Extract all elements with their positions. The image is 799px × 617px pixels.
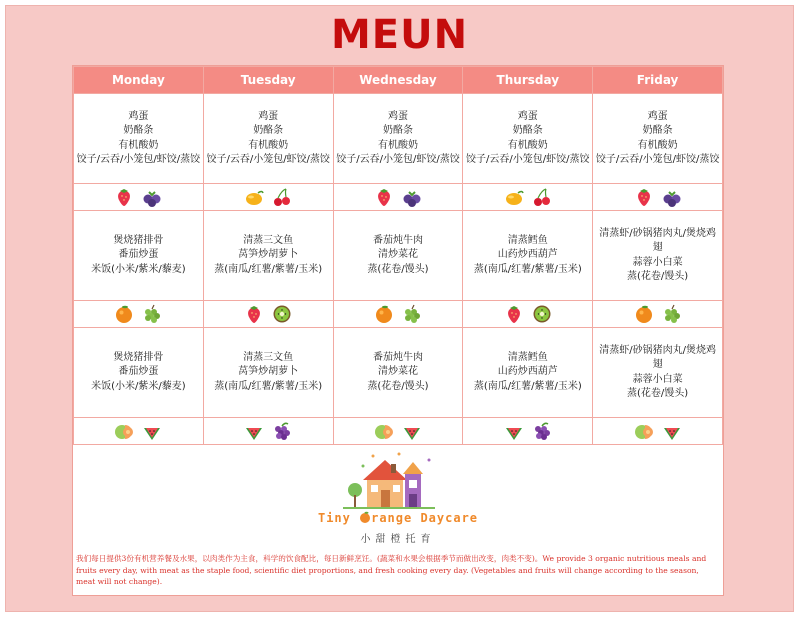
watermelon-icon: [244, 421, 264, 441]
fruit-cell-thursday: [463, 301, 593, 328]
fruit-cell-monday: [74, 418, 204, 445]
dish-line: 奶酪条: [512, 125, 543, 136]
meal-row: [74, 211, 723, 301]
dish-line: 山药炒西葫芦: [497, 366, 558, 378]
dish-line: 饺子/云吞/小笼包/虾饺/蒸饺: [336, 154, 460, 165]
dish-line: 饺子/云吞/小笼包/虾饺/蒸饺: [206, 154, 330, 165]
dish-line: 翅: [652, 242, 663, 253]
dish-line: 蒸(南瓜/红薯/紫薯/玉米): [214, 380, 323, 392]
fruit-cell-monday: [74, 301, 204, 328]
purple-grape-icon: [272, 421, 292, 441]
day-header-tuesday: Tuesday: [203, 67, 333, 94]
dish-line: 番茄炒蛋: [118, 249, 159, 261]
meal-cell-wednesday: [333, 328, 463, 418]
day-header-thursday: Thursday: [463, 67, 593, 94]
day-header-monday: Monday: [74, 67, 204, 94]
meal-cell-thursday: [463, 328, 593, 418]
dish-line: 饺子/云吞/小笼包/虾饺/蒸饺: [595, 154, 720, 165]
dish-line: 清蒸三文鱼: [243, 234, 294, 246]
dish-line: 蒸(花卷/馒头): [367, 380, 429, 392]
blueberry-icon: [662, 187, 682, 207]
watermelon-icon: [142, 421, 162, 441]
fruit-cell-thursday: [463, 418, 593, 445]
meal-cell-tuesday: [203, 211, 333, 301]
dish-line: 有机酸奶: [637, 139, 678, 151]
meal-cell-tuesday: [203, 328, 333, 418]
strawberry-icon: [244, 304, 264, 324]
blueberry-icon: [142, 187, 162, 207]
orange-logo-icon: [359, 511, 371, 523]
strawberry-icon: [114, 187, 134, 207]
dish-line: 有机酸奶: [118, 139, 159, 151]
fruit-cell-tuesday: [203, 184, 333, 211]
fruit-cell-tuesday: [203, 418, 333, 445]
dish-line: 有机酸奶: [507, 139, 548, 151]
dish-line: 有机酸奶: [377, 139, 418, 151]
dish-line: 蒜蓉小白菜: [632, 373, 683, 385]
grape-icon: [142, 304, 162, 324]
meal-cell-friday: [593, 211, 723, 301]
grape-icon: [662, 304, 682, 324]
fruit-cell-friday: [593, 184, 723, 211]
meal-cell-thursday: [463, 94, 593, 184]
strawberry-icon: [634, 187, 654, 207]
day-header-wednesday: Wednesday: [333, 67, 463, 94]
fruit-row: [74, 418, 723, 445]
fruit-cell-thursday: [463, 184, 593, 211]
meal-cell-wednesday: [333, 94, 463, 184]
grape-icon: [402, 304, 422, 324]
dish-line: 鸡蛋: [647, 110, 668, 122]
dish-line: 鸡蛋: [128, 110, 149, 122]
melon-icon: [634, 421, 654, 441]
day-header-row: [74, 67, 723, 94]
meal-cell-friday: [593, 94, 723, 184]
dish-line: 有机酸奶: [248, 139, 289, 151]
cherry-icon: [272, 187, 292, 207]
dish-line: 饺子/云吞/小笼包/虾饺/蒸饺: [466, 154, 590, 165]
dish-line: 清蒸鳕鱼: [507, 351, 548, 363]
menu-sheet: [72, 65, 724, 596]
dish-line: 蒸(南瓜/红薯/紫薯/玉米): [473, 263, 582, 275]
dish-line: 莴笋炒胡萝卜: [238, 366, 299, 378]
meal-cell-thursday: [463, 211, 593, 301]
meal-row: [74, 328, 723, 418]
fruit-cell-wednesday: [333, 301, 463, 328]
meal-row: [74, 94, 723, 184]
dish-line: 蒸(南瓜/红薯/紫薯/玉米): [214, 263, 323, 275]
mango-icon: [504, 187, 524, 207]
fruit-cell-monday: [74, 184, 204, 211]
dish-line: 蒸(花卷/馒头): [627, 388, 689, 399]
dish-line: 奶酪条: [382, 125, 413, 136]
dish-line: 鸡蛋: [387, 110, 408, 122]
daycare-house-logo: [343, 450, 453, 510]
dish-line: 翅: [652, 359, 663, 370]
dish-line: 奶酪条: [253, 125, 284, 136]
dish-line: 奶酪条: [123, 125, 154, 136]
dish-line: 清蒸虾/砂锅猪肉丸/煲烧鸡: [599, 227, 716, 239]
menu-table: [73, 66, 723, 445]
fruit-cell-tuesday: [203, 301, 333, 328]
dish-line: 番茄炖牛肉: [372, 351, 423, 363]
orange-icon: [634, 304, 654, 324]
dish-line: 蒸(南瓜/红薯/紫薯/玉米): [473, 380, 582, 392]
meal-cell-monday: [74, 211, 204, 301]
fruit-cell-friday: [593, 418, 723, 445]
meal-cell-wednesday: [333, 211, 463, 301]
meal-cell-monday: [74, 328, 204, 418]
dish-line: 清炒菜花: [377, 366, 418, 378]
page-title: MEUN: [330, 12, 469, 58]
melon-icon: [114, 421, 134, 441]
brand-name-start: Tiny: [317, 511, 360, 525]
watermelon-icon: [402, 421, 422, 441]
dish-line: 鸡蛋: [258, 110, 279, 122]
dish-line: 蒸(花卷/馒头): [367, 263, 429, 275]
dish-line: 清蒸鳕鱼: [507, 234, 548, 246]
blueberry-icon: [402, 187, 422, 207]
dish-line: 番茄炒蛋: [118, 366, 159, 378]
fruit-cell-wednesday: [333, 184, 463, 211]
brand-subtitle: 小甜橙托育: [360, 534, 436, 545]
strawberry-icon: [504, 304, 524, 324]
strawberry-icon: [374, 187, 394, 207]
dish-line: 蒸(花卷/馒头): [627, 271, 689, 282]
meal-cell-tuesday: [203, 94, 333, 184]
dish-line: 米饭(小米/紫米/藜麦): [91, 380, 186, 392]
dish-line: 蒜蓉小白菜: [632, 256, 683, 268]
dish-line: 煲烧猪排骨: [113, 234, 164, 246]
fruit-cell-friday: [593, 301, 723, 328]
meal-cell-friday: [593, 328, 723, 418]
dish-line: 煲烧猪排骨: [113, 351, 164, 363]
footer-note: 我们每日提供3份有机营养餐及水果，以肉类作为主食，科学的饮食配比，每日新鲜烹饪。(蔬菜和水果会根据季节而做出改变，肉类不变)。We provide 3 organic nutritious meals and fruits every day, with meat as the staple food, scientific diet proportions, and fresh cooking every day. (Vegetables and fruits will change according to the season, meat will not change).: [76, 554, 707, 586]
watermelon-icon: [504, 421, 524, 441]
dish-line: 鸡蛋: [517, 110, 538, 122]
brand-name-end: range Daycare: [371, 511, 479, 525]
cherry-icon: [532, 187, 552, 207]
dish-line: 番茄炖牛肉: [372, 234, 423, 246]
mango-icon: [244, 187, 264, 207]
watermelon-icon: [662, 421, 682, 441]
orange-icon: [114, 304, 134, 324]
orange-icon: [374, 304, 394, 324]
melon-icon: [374, 421, 394, 441]
fruit-row: [74, 301, 723, 328]
dish-line: 饺子/云吞/小笼包/虾饺/蒸饺: [76, 154, 201, 165]
dish-line: 山药炒西葫芦: [497, 249, 558, 261]
purple-grape-icon: [532, 421, 552, 441]
kiwi-icon: [272, 304, 292, 324]
dish-line: 清蒸三文鱼: [243, 351, 294, 363]
meal-cell-monday: [74, 94, 204, 184]
fruit-row: [74, 184, 723, 211]
dish-line: 米饭(小米/紫米/藜麦): [91, 263, 186, 275]
dish-line: 清炒菜花: [377, 249, 418, 261]
fruit-cell-wednesday: [333, 418, 463, 445]
dish-line: 清蒸虾/砂锅猪肉丸/煲烧鸡: [599, 344, 716, 356]
dish-line: 奶酪条: [642, 125, 673, 136]
brand-name: [73, 511, 723, 525]
dish-line: 莴笋炒胡萝卜: [238, 249, 299, 261]
logo-area: [73, 442, 723, 545]
kiwi-icon: [532, 304, 552, 324]
day-header-friday: Friday: [593, 67, 723, 94]
